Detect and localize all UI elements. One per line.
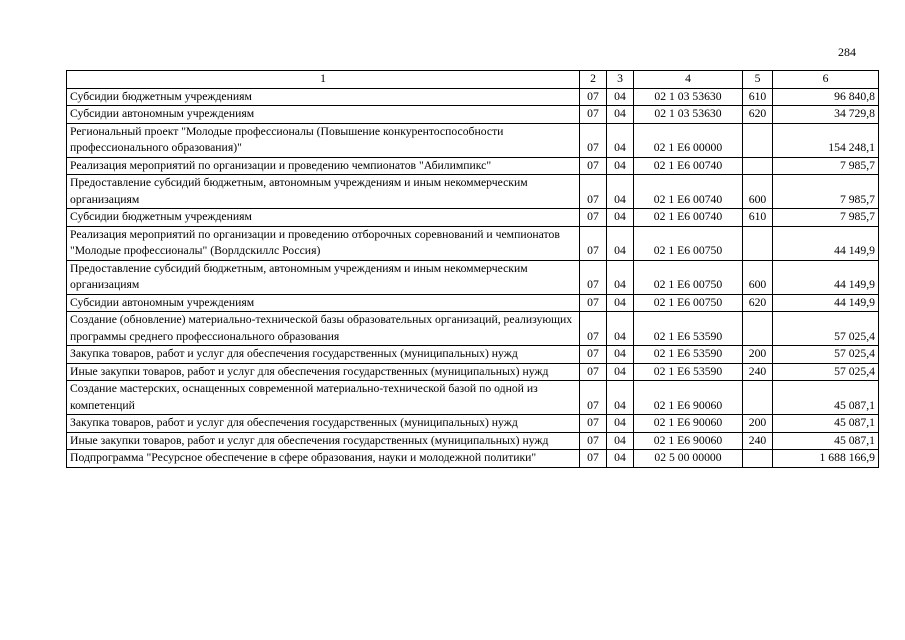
row-expense-type-cell: 200 xyxy=(743,415,773,433)
row-name-cell: Иные закупки товаров, работ и услуг для обеспечения государственных (муниципальных) нужд xyxy=(67,432,580,450)
row-target-item-cell: 02 1 Е6 00000 xyxy=(634,123,743,157)
table-row xyxy=(67,260,879,294)
row-amount-cell: 45 087,1 xyxy=(773,381,879,415)
row-subsection-cell: 04 xyxy=(607,363,634,381)
row-expense-type-cell xyxy=(743,450,773,468)
row-name-cell: Предоставление субсидий бюджетным, автономным учреждениям и иным некоммерческим организациям xyxy=(67,260,580,294)
row-amount-cell: 7 985,7 xyxy=(773,157,879,175)
row-subsection-cell: 04 xyxy=(607,157,634,175)
row-subsection-cell: 04 xyxy=(607,312,634,346)
row-section-cell: 07 xyxy=(580,88,607,106)
row-expense-type-cell xyxy=(743,123,773,157)
table-row xyxy=(67,106,879,124)
row-target-item-cell: 02 1 03 53630 xyxy=(634,106,743,124)
row-section-cell: 07 xyxy=(580,175,607,209)
row-name-cell: Субсидии автономным учреждениям xyxy=(67,106,580,124)
header-cell-target-item: 4 xyxy=(634,71,743,89)
row-target-item-cell: 02 1 Е6 00740 xyxy=(634,175,743,209)
row-amount-cell: 45 087,1 xyxy=(773,415,879,433)
row-subsection-cell: 04 xyxy=(607,450,634,468)
table-row xyxy=(67,226,879,260)
row-amount-cell: 57 025,4 xyxy=(773,312,879,346)
row-section-cell: 07 xyxy=(580,157,607,175)
row-target-item-cell: 02 1 Е6 53590 xyxy=(634,312,743,346)
row-expense-type-cell: 610 xyxy=(743,88,773,106)
row-target-item-cell: 02 1 Е6 00740 xyxy=(634,157,743,175)
row-name-cell: Субсидии бюджетным учреждениям xyxy=(67,209,580,227)
row-name-cell: Создание мастерских, оснащенных современной материально-технической базой по одной из компетенций xyxy=(67,381,580,415)
table-row xyxy=(67,363,879,381)
row-section-cell: 07 xyxy=(580,226,607,260)
row-subsection-cell: 04 xyxy=(607,346,634,364)
row-amount-cell: 154 248,1 xyxy=(773,123,879,157)
row-subsection-cell: 04 xyxy=(607,415,634,433)
row-target-item-cell: 02 5 00 00000 xyxy=(634,450,743,468)
row-amount-cell: 7 985,7 xyxy=(773,175,879,209)
row-name-cell: Субсидии автономным учреждениям xyxy=(67,294,580,312)
row-name-cell: Реализация мероприятий по организации и проведению чемпионатов "Абилимпикс" xyxy=(67,157,580,175)
row-section-cell: 07 xyxy=(580,312,607,346)
row-section-cell: 07 xyxy=(580,363,607,381)
row-expense-type-cell: 200 xyxy=(743,346,773,364)
row-subsection-cell: 04 xyxy=(607,175,634,209)
row-section-cell: 07 xyxy=(580,346,607,364)
row-section-cell: 07 xyxy=(580,123,607,157)
table-header-row xyxy=(67,71,879,89)
row-amount-cell: 44 149,9 xyxy=(773,260,879,294)
row-subsection-cell: 04 xyxy=(607,381,634,415)
table-row xyxy=(67,175,879,209)
row-name-cell: Предоставление субсидий бюджетным, автономным учреждениям и иным некоммерческим организациям xyxy=(67,175,580,209)
row-subsection-cell: 04 xyxy=(607,226,634,260)
header-cell-name: 1 xyxy=(67,71,580,89)
header-cell-expense-type: 5 xyxy=(743,71,773,89)
row-amount-cell: 7 985,7 xyxy=(773,209,879,227)
row-expense-type-cell: 620 xyxy=(743,294,773,312)
row-amount-cell: 1 688 166,9 xyxy=(773,450,879,468)
row-name-cell: Закупка товаров, работ и услуг для обеспечения государственных (муниципальных) нужд xyxy=(67,415,580,433)
row-amount-cell: 34 729,8 xyxy=(773,106,879,124)
row-name-cell: Реализация мероприятий по организации и проведению отборочных соревнований и чемпионатов "Молодые профессионалы" (Ворлдскиллс Россия) xyxy=(67,226,580,260)
table-row xyxy=(67,157,879,175)
row-amount-cell: 44 149,9 xyxy=(773,226,879,260)
row-section-cell: 07 xyxy=(580,294,607,312)
row-expense-type-cell: 610 xyxy=(743,209,773,227)
row-target-item-cell: 02 1 Е6 90060 xyxy=(634,381,743,415)
header-cell-section: 2 xyxy=(580,71,607,89)
table-row xyxy=(67,415,879,433)
row-target-item-cell: 02 1 Е6 00740 xyxy=(634,209,743,227)
row-expense-type-cell: 620 xyxy=(743,106,773,124)
header-cell-amount: 6 xyxy=(773,71,879,89)
row-section-cell: 07 xyxy=(580,106,607,124)
table-row xyxy=(67,88,879,106)
row-target-item-cell: 02 1 Е6 00750 xyxy=(634,294,743,312)
row-amount-cell: 96 840,8 xyxy=(773,88,879,106)
table-row xyxy=(67,450,879,468)
row-target-item-cell: 02 1 03 53630 xyxy=(634,88,743,106)
row-target-item-cell: 02 1 Е6 90060 xyxy=(634,432,743,450)
row-subsection-cell: 04 xyxy=(607,209,634,227)
row-section-cell: 07 xyxy=(580,381,607,415)
row-expense-type-cell xyxy=(743,381,773,415)
row-section-cell: 07 xyxy=(580,260,607,294)
row-expense-type-cell: 600 xyxy=(743,260,773,294)
budget-table xyxy=(66,70,879,468)
table-row xyxy=(67,209,879,227)
row-target-item-cell: 02 1 Е6 90060 xyxy=(634,415,743,433)
row-section-cell: 07 xyxy=(580,450,607,468)
row-expense-type-cell: 600 xyxy=(743,175,773,209)
row-name-cell: Создание (обновление) материально-технической базы образовательных организаций, реализующих программы среднего профессионального образования xyxy=(67,312,580,346)
row-subsection-cell: 04 xyxy=(607,88,634,106)
row-name-cell: Субсидии бюджетным учреждениям xyxy=(67,88,580,106)
row-expense-type-cell: 240 xyxy=(743,432,773,450)
row-subsection-cell: 04 xyxy=(607,123,634,157)
row-target-item-cell: 02 1 Е6 00750 xyxy=(634,226,743,260)
row-expense-type-cell xyxy=(743,226,773,260)
row-expense-type-cell xyxy=(743,157,773,175)
row-subsection-cell: 04 xyxy=(607,432,634,450)
row-target-item-cell: 02 1 Е6 53590 xyxy=(634,363,743,381)
row-amount-cell: 57 025,4 xyxy=(773,363,879,381)
row-name-cell: Региональный проект "Молодые профессионалы (Повышение конкурентоспособности профессионального образования)" xyxy=(67,123,580,157)
row-subsection-cell: 04 xyxy=(607,294,634,312)
row-section-cell: 07 xyxy=(580,415,607,433)
row-amount-cell: 44 149,9 xyxy=(773,294,879,312)
row-amount-cell: 45 087,1 xyxy=(773,432,879,450)
row-target-item-cell: 02 1 Е6 53590 xyxy=(634,346,743,364)
table-row xyxy=(67,432,879,450)
page-number: 284 xyxy=(838,45,856,59)
row-subsection-cell: 04 xyxy=(607,106,634,124)
row-name-cell: Закупка товаров, работ и услуг для обеспечения государственных (муниципальных) нужд xyxy=(67,346,580,364)
row-amount-cell: 57 025,4 xyxy=(773,346,879,364)
row-name-cell: Иные закупки товаров, работ и услуг для обеспечения государственных (муниципальных) нужд xyxy=(67,363,580,381)
table-row xyxy=(67,294,879,312)
table-row xyxy=(67,312,879,346)
header-cell-subsection: 3 xyxy=(607,71,634,89)
row-section-cell: 07 xyxy=(580,209,607,227)
row-expense-type-cell: 240 xyxy=(743,363,773,381)
row-subsection-cell: 04 xyxy=(607,260,634,294)
row-expense-type-cell xyxy=(743,312,773,346)
row-section-cell: 07 xyxy=(580,432,607,450)
table-row xyxy=(67,381,879,415)
row-target-item-cell: 02 1 Е6 00750 xyxy=(634,260,743,294)
table-row xyxy=(67,346,879,364)
row-name-cell: Подпрограмма "Ресурсное обеспечение в сфере образования, науки и молодежной политики" xyxy=(67,450,580,468)
table-row xyxy=(67,123,879,157)
